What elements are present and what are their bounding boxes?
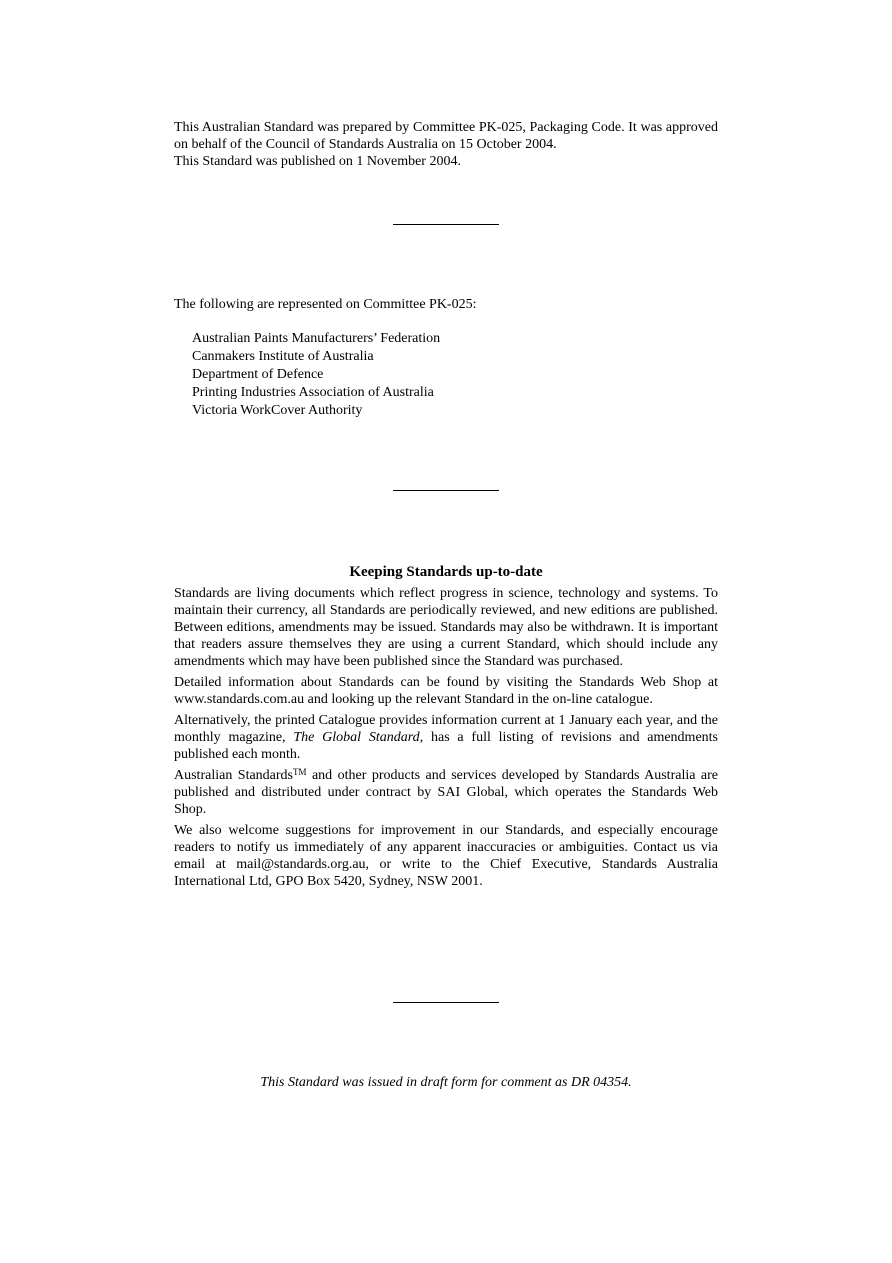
- committee-representation: [174, 296, 718, 420]
- section-divider: [393, 224, 499, 225]
- draft-issue-note: This Standard was issued in draft form for comment as DR 04354.: [260, 1075, 632, 1090]
- preparation-publication-text: This Standard was published on 1 November 2004.: [174, 154, 461, 169]
- keeping-paragraph-web-shop: Detailed information about Standards can be found by visiting the Standards Web Shop at www.standards.com.au and looking up the relevant Standard in the on-line catalogue.: [174, 675, 718, 707]
- committee-member-list: [174, 330, 718, 420]
- committee-member: Department of Defence: [192, 367, 324, 382]
- trademark-mark: TM: [293, 767, 307, 777]
- committee-intro: The following are represented on Committee PK-025:: [174, 297, 477, 312]
- committee-member: Australian Paints Manufacturers’ Federation: [192, 331, 441, 346]
- keeping-paragraph-catalogue: [174, 712, 718, 763]
- preparation-approval-text: This Australian Standard was prepared by Committee PK-025, Packaging Code. It was approved on behalf of the Council of Standards Australia on 15 October 2004.: [174, 120, 718, 152]
- keeping-standards-section: [174, 563, 718, 894]
- section-divider: [393, 490, 499, 491]
- keeping-paragraph-distribution: [174, 767, 718, 818]
- keeping-paragraph-living-documents: Standards are living documents which reflect progress in science, technology and systems. To maintain their currency, all Standards are periodically reviewed, and new editions are published. Between editions, amendments may be issued. Standards may also be withdrawn. It is important that readers assure themselves they are using a current Standard, which should include any amendments which may have been published since the Standard was purchased.: [174, 586, 718, 669]
- committee-member: Printing Industries Association of Australia: [192, 385, 434, 400]
- catalogue-text-end: , has a full listing of revisions and amendments published each month.: [174, 730, 719, 762]
- section-divider: [393, 1002, 499, 1003]
- australian-standards-name: Australian Standards: [174, 768, 293, 783]
- keeping-paragraph-contact: We also welcome suggestions for improvement in our Standards, and especially encourage readers to notify us immediately of any apparent inaccuracies or ambiguities. Contact us via email at mail@standards.org.au, or write to the Chief Executive, Standards Australia International Ltd, GPO Box 5420, Sydney, NSW 2001.: [174, 823, 718, 889]
- global-standard-title: The Global Standard: [293, 730, 420, 745]
- committee-member: Canmakers Institute of Australia: [192, 349, 374, 364]
- committee-member: Victoria WorkCover Authority: [192, 403, 363, 418]
- distribution-text: and other products and services developed by Standards Australia are published and distributed under contract by SAI Global, which operates the Standards Web Shop.: [174, 768, 718, 817]
- preparation-statement: [174, 119, 718, 170]
- keeping-standards-heading: Keeping Standards up-to-date: [349, 564, 543, 580]
- catalogue-text-start: Alternatively, the printed Catalogue provides information current at 1 January each year, and the monthly magazine,: [174, 713, 718, 745]
